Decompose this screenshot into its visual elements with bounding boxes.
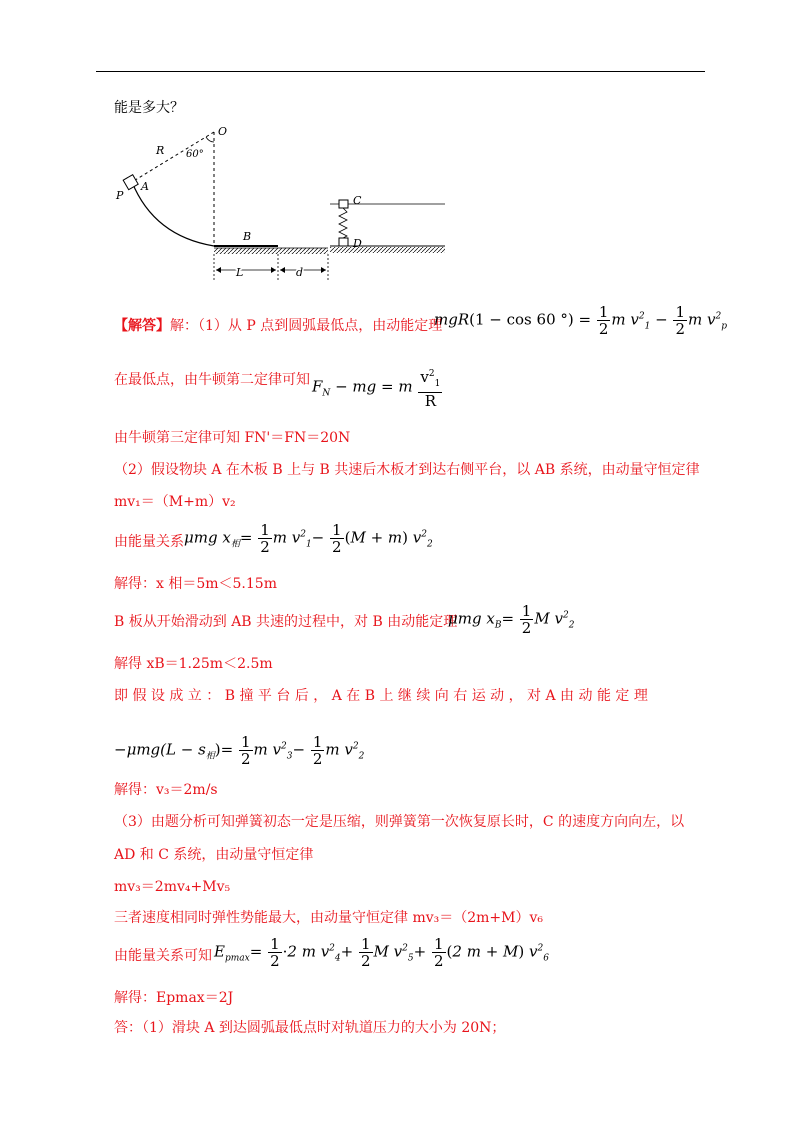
label-B: B [243,230,252,243]
answer-line-3: 由牛顿第三定律可知 FN'＝FN＝20N [114,430,351,446]
answer-line-17: 由能量关系可知 [114,948,212,964]
label-P: P [116,189,124,202]
answer-line-6: 由能量关系 [114,534,184,550]
answer-line-8: B 板从开始滑动到 AB 共速的过程中，对 B 由动能定理 [114,614,458,630]
label-R: R [156,144,165,157]
answer-line-15: mv₃＝2mv₄+Mv₅ [114,879,231,895]
eq-6: $E_{pmax}=$ $\frac{1}{2}$ ·2 m $v^2_4+$ $\frac{1}{2}$ M $v^2_5+$ $\frac{1}{2}$ (2 m + M) $v^2_6$ [214,935,549,970]
answer-line-16: 三者速度相同时弹性势能最大，由动量守恒定律 mv₃＝（2m+M）v₆ [114,910,544,926]
spring [339,208,347,238]
label-L: L [236,266,244,279]
answer-line-2: 在最低点，由牛顿第二定律可知 [114,372,310,388]
label-d: d [296,266,304,279]
label-angle: 60° [186,149,204,160]
answer-line-14: AD 和 C 系统，由动量守恒定律 [114,847,314,863]
eq-1: mgR(1 − cos 60 °) = $\frac{1}{2}$ m $v^2_1$ − $\frac{1}{2}$ m $v^2_p$ [434,303,727,338]
physics-diagram [110,120,455,290]
answer-line-9: 解得 xB＝1.25m＜2.5m [114,656,273,672]
answer-line-10: 即 假 设 成 立 ： B 撞 平 台 后 ， A 在 B 上 继 续 向 右 运 动 ， 对 A 由 动 能 定 理 [114,688,648,704]
header-rule [96,71,705,72]
eq-5: $-\mu mg(L - s_相)=$ $\frac{1}{2}$ m $v^2_3-$ $\frac{1}{2}$ m $v^2_2$ [114,733,365,768]
block-D [339,238,348,246]
eq-2: $F_N$ − mg = m $\frac{v^2_1}{R}$ [312,368,441,410]
label-C: C [353,194,362,207]
answer-line-4: （2）假设物块 A 在木板 B 上与 B 共速后木板才到达右侧平台，以 AB 系统，由动量守恒定律 [114,462,700,478]
block-A [123,175,138,190]
answer-line-12: 解得：v₃＝2m/s [114,782,218,798]
answer-line-7: 解得：x 相＝5m＜5.15m [114,576,277,592]
eq-4: μmg $x_B=$ $\frac{1}{2}$ M $v^2_2$ [448,602,575,637]
label-D: D [353,237,362,250]
answer-line-19: 答：（1）滑块 A 到达圆弧最低点时对轨道压力的大小为 20N； [114,1020,506,1036]
answer-line-13: （3）由题分析可知弹簧初态一定是压缩，则弹簧第一次恢复原长时，C 的速度方向向左，以 [114,814,685,830]
label-O: O [218,125,228,138]
answer-line-5: mv₁＝（M+m）v₂ [114,494,236,510]
answer-line-18: 解得：Epmax＝2J [114,990,234,1006]
block-C [339,200,348,208]
question-tail: 能是多大？ [114,100,184,116]
answer-line-1: 【解答】解：（1）从 P 点到圆弧最低点，由动能定理 [114,318,443,334]
answer-tag: 【解答】 [114,318,170,334]
label-A: A [141,180,149,193]
eq-3: μmg $x_相=$ $\frac{1}{2}$ m $v^2_1-$ $\frac{1}{2}$ (M + m) $v^2_2$ [184,521,433,556]
